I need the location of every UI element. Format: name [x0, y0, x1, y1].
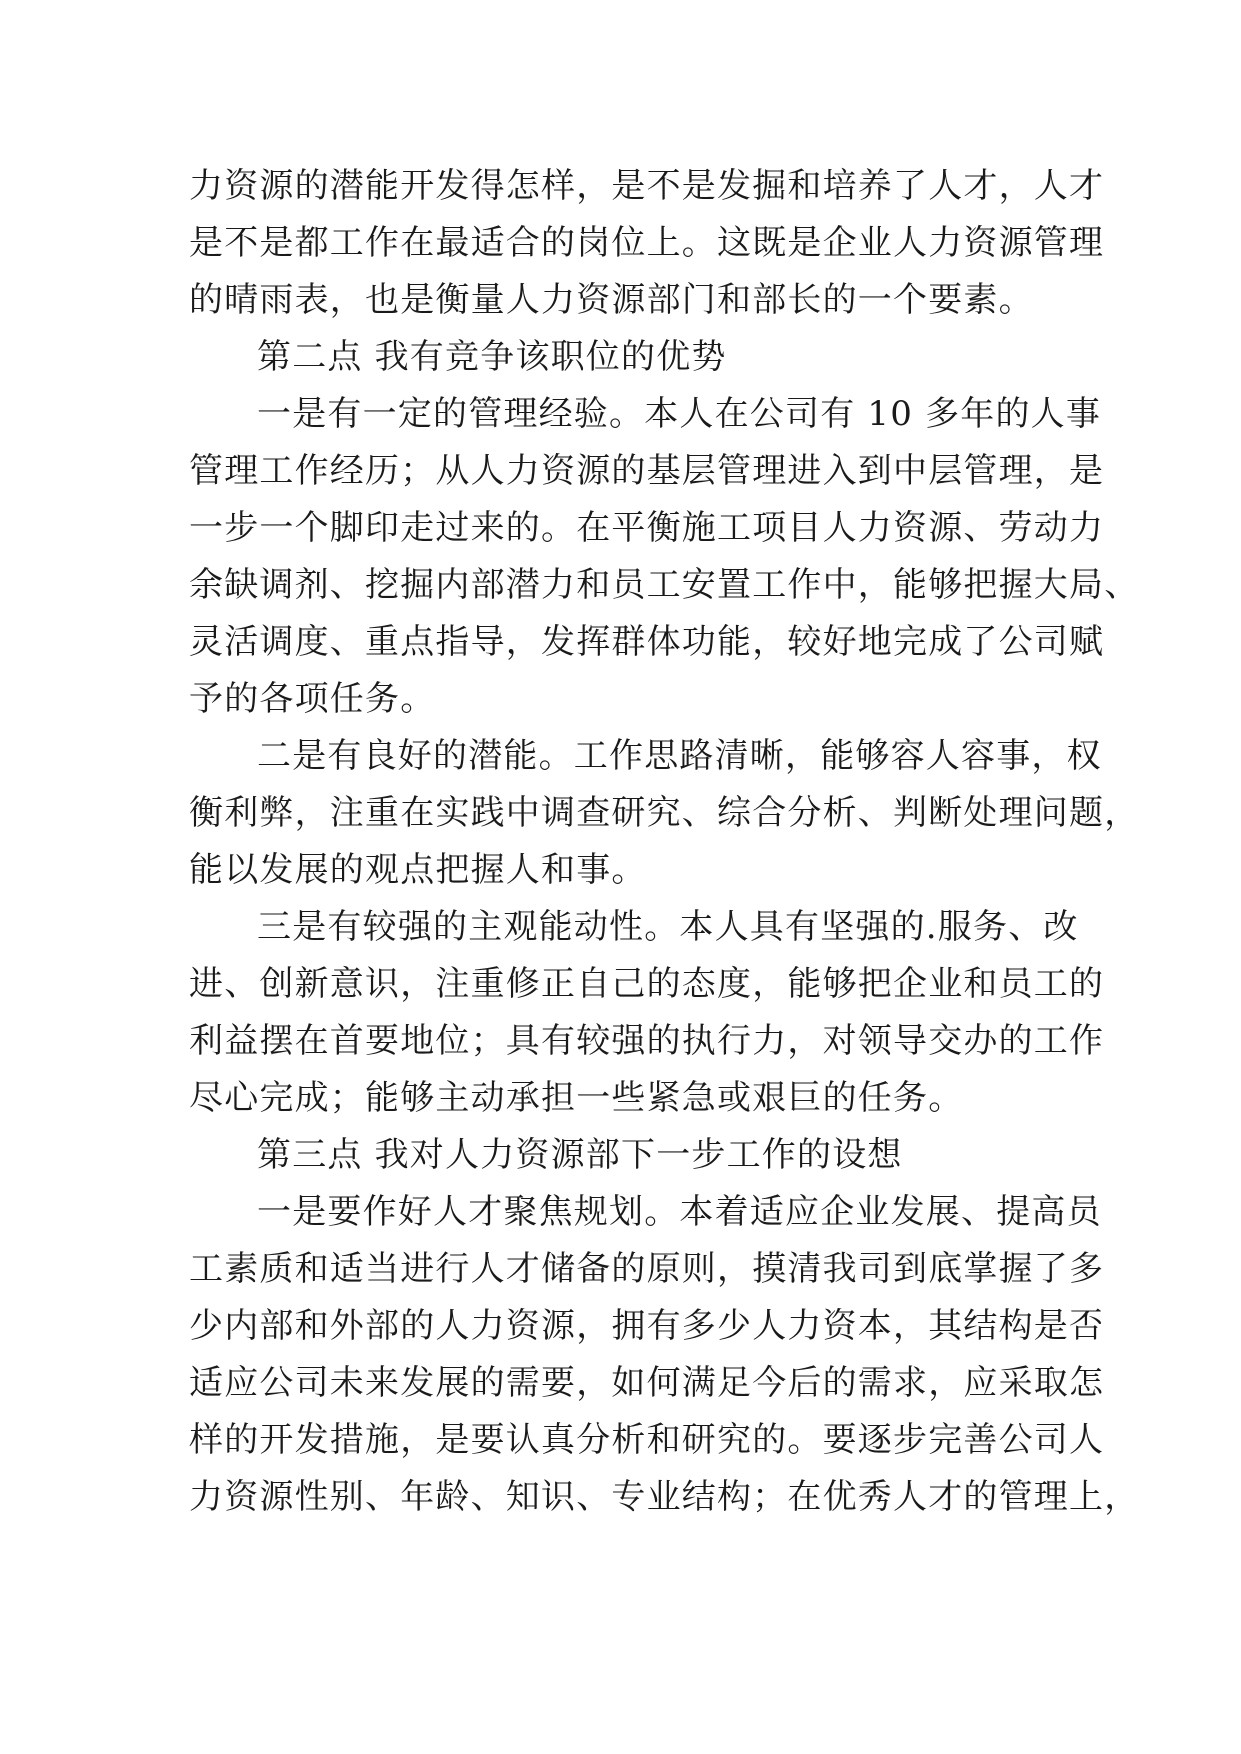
text-line: 工素质和适当进行人才储备的原则，摸清我司到底掌握了多 — [189, 1249, 1105, 1289]
text-line: 的晴雨表，也是衡量人力资源部门和部长的一个要素。 — [189, 280, 1034, 320]
text-line: 尽心完成；能够主动承担一些紧急或艰巨的任务。 — [189, 1078, 964, 1118]
text-line: 是不是都工作在最适合的岗位上。这既是企业人力资源管理 — [189, 223, 1105, 263]
text-line: 衡利弊，注重在实践中调查研究、综合分析、判断处理问题， — [189, 793, 1140, 833]
text-line: 力资源的潜能开发得怎样，是不是发掘和培养了人才，人才 — [189, 166, 1105, 206]
section-heading: 第三点 我对人力资源部下一步工作的设想 — [257, 1135, 903, 1175]
text-line: 三是有较强的主观能动性。本人具有坚强的.服务、改 — [257, 907, 1079, 947]
text-line: 少内部和外部的人力资源，拥有多少人力资本，其结构是否 — [189, 1306, 1105, 1346]
text-line: 适应公司未来发展的需要，如何满足今后的需求，应采取怎 — [189, 1363, 1105, 1403]
section-heading: 第二点 我有竞争该职位的优势 — [257, 337, 727, 377]
text-line: 予的各项任务。 — [189, 679, 436, 719]
text-line: 利益摆在首要地位；具有较强的执行力，对领导交办的工作 — [189, 1021, 1105, 1061]
text-line: 一是有一定的管理经验。本人在公司有 10 多年的人事 — [257, 394, 1102, 434]
text-line: 一是要作好人才聚焦规划。本着适应企业发展、提高员 — [257, 1192, 1102, 1232]
text-line: 进、创新意识，注重修正自己的态度，能够把企业和员工的 — [189, 964, 1105, 1004]
text-line: 能以发展的观点把握人和事。 — [189, 850, 647, 890]
text-line: 样的开发措施，是要认真分析和研究的。要逐步完善公司人 — [189, 1420, 1105, 1460]
text-line: 管理工作经历；从人力资源的基层管理进入到中层管理，是 — [189, 451, 1105, 491]
text-line: 余缺调剂、挖掘内部潜力和员工安置工作中，能够把握大局、 — [189, 565, 1140, 605]
text-line: 力资源性别、年龄、知识、专业结构；在优秀人才的管理上， — [189, 1477, 1140, 1517]
text-line: 一步一个脚印走过来的。在平衡施工项目人力资源、劳动力 — [189, 508, 1105, 548]
text-line: 灵活调度、重点指导，发挥群体功能，较好地完成了公司赋 — [189, 622, 1105, 662]
document-body — [189, 158, 1140, 1526]
text-line: 二是有良好的潜能。工作思路清晰，能够容人容事，权 — [257, 736, 1102, 776]
